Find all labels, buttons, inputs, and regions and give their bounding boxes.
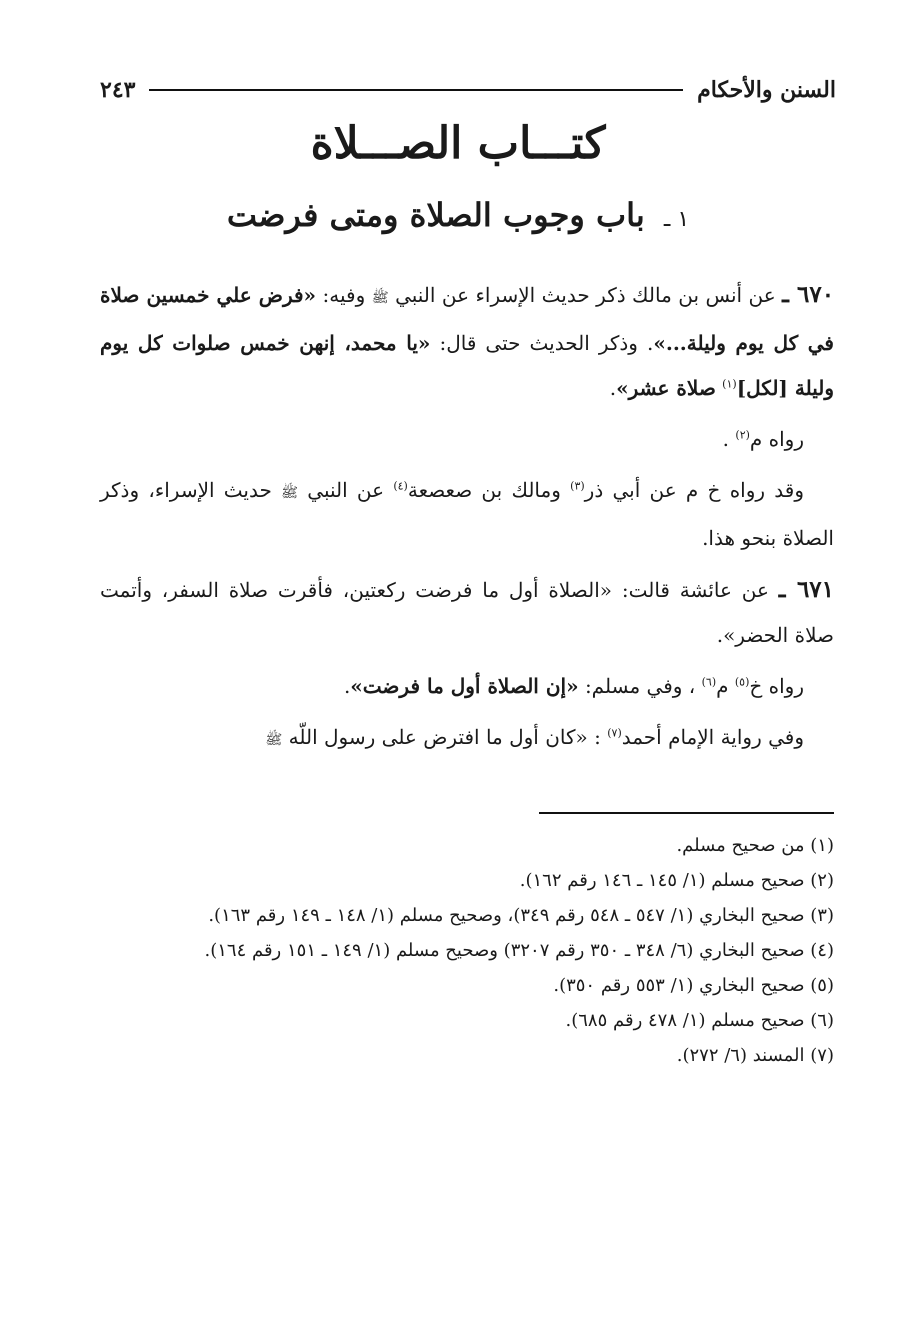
book-title: كتـــاب الصـــلاة xyxy=(310,118,606,169)
quote: صلاة عشر» xyxy=(616,376,716,400)
text-run: عن أنس بن مالك ذكر حديث الإسراء عن النبي xyxy=(395,283,776,307)
footnote: (٧) المسند (٦/ ٢٧٢). xyxy=(676,1045,834,1066)
footnote-ref: (٥) xyxy=(734,675,750,689)
body-text xyxy=(100,272,834,769)
text-run: وفي رواية الإمام أحمد xyxy=(621,725,804,749)
footnote-ref: (٤) xyxy=(393,479,408,493)
page-number: ٢٤٣ xyxy=(100,77,136,103)
quote: «إن الصلاة أول ما فرضت» xyxy=(350,674,579,698)
text-run: ، وفي مسلم: xyxy=(584,674,696,698)
chapter-number: ١ ـ xyxy=(663,207,690,232)
footnote: (٢) صحيح مسلم (١/ ١٤٥ ـ ١٤٦ رقم ١٦٢). xyxy=(519,870,834,891)
text-run: . xyxy=(716,623,724,647)
hadith-671 xyxy=(100,567,834,658)
hadith-number: ٦٧١ ـ xyxy=(778,576,835,603)
quote: «فرض علي خمسين صلاة في كل يوم وليلة...» xyxy=(100,283,834,355)
narration-line xyxy=(100,715,834,763)
hadith-number: ٦٧٠ ـ xyxy=(782,281,835,308)
narration-line xyxy=(100,417,834,462)
salla-mark: ﷺ xyxy=(371,290,389,306)
running-header xyxy=(100,70,836,110)
running-title: السنن والأحكام xyxy=(697,77,836,103)
hadith-670 xyxy=(100,272,834,411)
text-run: عن النبي xyxy=(307,478,385,502)
footnote: (٦) صحيح مسلم (١/ ٤٧٨ رقم ٦٨٥). xyxy=(565,1010,834,1031)
footnote-rule xyxy=(539,812,834,814)
footnote-ref: (٣) xyxy=(570,479,585,493)
text-run: : «كان أول ما افترض على رسول اللّه xyxy=(288,725,601,749)
text-run: . xyxy=(343,674,351,698)
footnote: (٥) صحيح البخاري (١/ ٥٥٣ رقم ٣٥٠). xyxy=(553,975,834,996)
salla-mark: ﷺ xyxy=(265,732,283,748)
narration-line xyxy=(100,664,834,709)
text-run: عن عائشة قالت: xyxy=(621,578,769,602)
text-run: . وذكر الحديث حتى قال: xyxy=(439,331,654,355)
quote: «يا محمد، إنهن خمس صلوات كل يوم وليلة [لكل] xyxy=(100,331,834,400)
text-run: رواه م xyxy=(749,427,804,451)
header-rule xyxy=(149,89,683,91)
footnote-ref: (٧) xyxy=(607,726,622,740)
footnote-ref: (١) xyxy=(722,377,737,391)
text-run: . xyxy=(609,376,617,400)
quote: «الصلاة أول ما فرضت ركعتين، فأقرت صلاة السفر، وأتمت صلاة الحضر» xyxy=(100,578,834,647)
footnote-ref: (٢) xyxy=(735,428,750,442)
footnote-ref: (٦) xyxy=(701,675,717,689)
footnote: (١) من صحيح مسلم. xyxy=(676,835,834,856)
footnotes xyxy=(100,828,834,1073)
footnote: (٣) صحيح البخاري (١/ ٥٤٧ ـ ٥٤٨ رقم ٣٤٩)، وصحيح مسلم (١/ ١٤٨ ـ ١٤٩ رقم ١٦٣). xyxy=(208,905,834,926)
text-run: وفيه: xyxy=(322,283,366,307)
salla-mark: ﷺ xyxy=(281,485,299,501)
text-run: . xyxy=(722,427,730,451)
footnote: (٤) صحيح البخاري (٦/ ٣٤٨ ـ ٣٥٠ رقم ٣٢٠٧) وصحيح مسلم (١/ ١٤٩ ـ ١٥١ رقم ١٦٤). xyxy=(204,940,834,961)
text-run: م xyxy=(716,674,729,698)
text-run: وقد رواه خ م عن أبي ذر xyxy=(584,478,805,502)
chapter-title-text: باب وجوب الصلاة ومتى فرضت xyxy=(226,196,645,234)
narration-line xyxy=(100,468,834,561)
text-run: حديث الإسراء، وذكر الصلاة بنحو هذا. xyxy=(100,478,834,550)
chapter-title xyxy=(0,196,916,234)
text-run: ومالك بن صعصعة xyxy=(407,478,561,502)
text-run: رواه خ xyxy=(749,674,804,698)
